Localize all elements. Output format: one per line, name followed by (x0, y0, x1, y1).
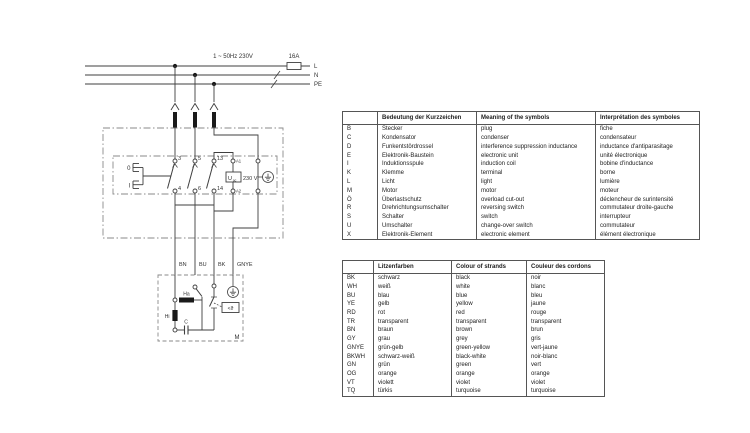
color-fr-cell: noir-blanc (526, 352, 604, 361)
color-code-cell: WH (347, 284, 357, 291)
motor-label: M (234, 335, 240, 341)
wire-color-table (342, 260, 605, 397)
pole-feeds (175, 128, 258, 160)
socket-chevron-icon (191, 104, 199, 111)
color-de-cell: braun (373, 326, 451, 335)
color-code-cell: TQ (347, 388, 356, 395)
symbol-de-cell: Kondensator (377, 134, 476, 143)
color-fr-cell: turquoise (526, 387, 604, 396)
color-fr-cell: transparent (526, 317, 604, 326)
symbol-en-cell: electronic element (476, 230, 595, 239)
color-de-cell: gelb (373, 300, 451, 309)
symbol-en-cell: light (476, 178, 595, 187)
color-fr-cell: violet (526, 378, 604, 387)
symbol-fr-cell: fiche (595, 125, 699, 134)
symbol-de-cell: Überlastschutz (377, 195, 476, 204)
socket-chevron-icon (171, 104, 179, 111)
color-de-cell: orange (373, 370, 451, 379)
color-fr-cell: blanc (526, 283, 604, 292)
table-header-cell: Litzenfarben (373, 261, 451, 274)
switch-blade (188, 164, 195, 189)
color-fr-cell: noir (526, 274, 604, 283)
off-button-label: 0 (127, 166, 131, 172)
symbol-legend-table (342, 111, 700, 240)
color-en-cell: green-yellow (451, 344, 526, 353)
color-fr-cell: vert-jaune (526, 344, 604, 353)
symbol-en-cell: overload cut-out (476, 195, 595, 204)
color-code-cell: BN (347, 327, 356, 334)
terminal (212, 284, 216, 288)
symbol-letter-cell: B (347, 126, 352, 133)
thermal-contact-blade (210, 297, 215, 307)
manual-actuators (133, 164, 171, 189)
symbol-letter-cell: U (347, 222, 352, 229)
symbol-de-cell: Drehrichtungsumschalter (377, 204, 476, 213)
symbol-fr-cell: bobine d'inductance (595, 160, 699, 169)
fuse-label: 16A (288, 54, 300, 60)
symbol-letter-cell: I (347, 161, 349, 168)
symbol-en-cell: motor (476, 186, 595, 195)
color-en-cell: violet (451, 378, 526, 387)
capacitor-label: C (184, 319, 188, 326)
color-code-cell: TR (347, 318, 355, 325)
color-fr-cell: vert (526, 361, 604, 370)
symbol-fr-cell: borne (595, 169, 699, 178)
table-header-cell: Meaning of the symbols (476, 112, 595, 125)
table-header-cell: Couleur des cordons (526, 261, 604, 274)
earth-symbol-motor (228, 275, 239, 298)
table-header-cell: Colour of strands (451, 261, 526, 274)
color-code-cell: GN (347, 362, 356, 369)
color-en-cell: transparent (451, 317, 526, 326)
color-code-cell: GNYE (347, 344, 365, 351)
color-code-cell: BKWH (347, 353, 365, 360)
socket-chevron-icon (210, 104, 218, 111)
motor-internals (172, 275, 239, 335)
table-header-cell: Bedeutung der Kurzzeichen (377, 112, 476, 125)
thermal-cutout-label: <ϑ (227, 306, 234, 312)
symbol-letter-cell: R (347, 205, 352, 212)
color-code-cell: GY (347, 336, 356, 343)
color-fr-cell: jaune (526, 300, 604, 309)
supply-label: 1 ~ 50Hz 230V (213, 54, 253, 60)
symbol-letter-cell: X (347, 231, 352, 238)
plug-pin-icon (212, 112, 216, 128)
table-header-cell (343, 261, 373, 274)
contact-label-14: 14 (217, 186, 224, 192)
color-code-cell: BK (347, 275, 356, 282)
centrifugal-switch-blade (196, 289, 202, 297)
symbol-fr-cell: interrupteur (595, 213, 699, 222)
aux-winding-label: Ha (183, 291, 190, 298)
contact-label-3: 3 (178, 156, 182, 162)
symbol-en-cell: induction coil (476, 160, 595, 169)
color-code-cell: OG (347, 370, 357, 377)
symbol-fr-cell: moteur (595, 186, 699, 195)
color-en-cell: green (451, 361, 526, 370)
line-label-l: L (314, 64, 318, 71)
coil-voltage: 230 V (243, 176, 258, 182)
color-de-cell: grün-gelb (373, 344, 451, 353)
symbol-letter-cell: Ö (347, 196, 352, 203)
wire-label-gnye: GNYE (237, 262, 253, 268)
pole-contacts (168, 159, 217, 193)
terminal (173, 298, 177, 302)
color-en-cell: orange (451, 370, 526, 379)
plug-pin-icon (173, 112, 177, 128)
color-en-cell: grey (451, 335, 526, 344)
symbol-en-cell: condenser (476, 134, 595, 143)
supply-bus (85, 64, 310, 88)
coil-terminal-a1: A1 (236, 158, 242, 164)
color-en-cell: black (451, 274, 526, 283)
color-de-cell: türkis (373, 387, 451, 396)
coil-terminal-a2: A2 (236, 188, 242, 194)
symbol-letter-cell: S (347, 214, 352, 221)
symbol-fr-cell: déclencheur de surintensité (595, 195, 699, 204)
color-code-cell: VT (347, 379, 355, 386)
color-de-cell: schwarz-weiß (373, 352, 451, 361)
symbol-fr-cell: commutateur (595, 221, 699, 230)
color-code-cell: BU (347, 292, 356, 299)
terminal (256, 159, 260, 163)
color-fr-cell: orange (526, 370, 604, 379)
contact-label-13: 13 (217, 156, 224, 162)
aux-winding (179, 298, 194, 303)
plug-pin-icon (193, 112, 197, 128)
wire-label-bk: BK (218, 262, 226, 268)
terminal (193, 285, 197, 289)
symbol-en-cell: terminal (476, 169, 595, 178)
line-label-n: N (314, 73, 319, 80)
color-en-cell: brown (451, 326, 526, 335)
color-de-cell: violett (373, 378, 451, 387)
earth-symbol-control (258, 172, 274, 183)
terminal (256, 189, 260, 193)
symbol-en-cell: reversing switch (476, 204, 595, 213)
symbol-letter-cell: L (347, 178, 351, 185)
symbol-en-cell: switch (476, 213, 595, 222)
symbol-de-cell: Klemme (377, 169, 476, 178)
color-code-cell: RD (347, 310, 356, 317)
symbol-letter-cell: E (347, 152, 352, 159)
color-de-cell: grau (373, 335, 451, 344)
symbol-de-cell: Stecker (377, 125, 476, 134)
color-de-cell: grün (373, 361, 451, 370)
symbol-letter-cell: C (347, 135, 352, 142)
symbol-en-cell: change-over switch (476, 221, 595, 230)
symbol-en-cell: plug (476, 125, 595, 134)
on-button (133, 181, 143, 189)
contact-label-6: 6 (198, 186, 202, 192)
symbol-letter-cell: D (347, 143, 352, 150)
symbol-en-cell: interference suppression inductance (476, 143, 595, 152)
symbol-de-cell: Elektronik-Baustein (377, 151, 476, 160)
color-en-cell: blue (451, 291, 526, 300)
on-button-label: I (128, 183, 131, 190)
table-header-cell: Interprétation des symboles (595, 112, 699, 125)
coil-symbol: U (228, 176, 232, 182)
contact-label-4: 4 (178, 186, 182, 192)
symbol-letter-cell: K (347, 170, 352, 177)
color-en-cell: white (451, 283, 526, 292)
terminal (173, 328, 177, 332)
color-fr-cell: bleu (526, 291, 604, 300)
color-de-cell: transparent (373, 317, 451, 326)
color-de-cell: schwarz (373, 274, 451, 283)
color-de-cell: weiß (373, 283, 451, 292)
symbol-en-cell: electronic unit (476, 151, 595, 160)
table-header-cell (343, 112, 377, 125)
symbol-de-cell: Licht (377, 178, 476, 187)
wire-label-bu: BU (199, 262, 207, 268)
color-en-cell: turquoise (451, 387, 526, 396)
symbol-letter-cell: M (347, 187, 352, 194)
color-fr-cell: brun (526, 326, 604, 335)
symbol-de-cell: Funkentstördrossel (377, 143, 476, 152)
switch-blade (207, 164, 214, 189)
fuse (287, 63, 301, 70)
symbol-fr-cell: commutateur droite-gauche (595, 204, 699, 213)
color-de-cell: blau (373, 291, 451, 300)
symbol-de-cell: Elektronik-Element (377, 230, 476, 239)
symbol-fr-cell: lumière (595, 178, 699, 187)
symbol-fr-cell: condensateur (595, 134, 699, 143)
color-en-cell: yellow (451, 300, 526, 309)
coil-subscript: ac (232, 178, 237, 183)
color-code-cell: YE (347, 301, 356, 308)
symbol-de-cell: Umschalter (377, 221, 476, 230)
color-fr-cell: gris (526, 335, 604, 344)
line-label-pe: PE (314, 82, 323, 89)
color-de-cell: rot (373, 309, 451, 318)
color-fr-cell: rouge (526, 309, 604, 318)
main-winding (172, 310, 177, 321)
off-button (133, 164, 143, 172)
symbol-de-cell: Motor (377, 186, 476, 195)
symbol-de-cell: Induktionsspule (377, 160, 476, 169)
symbol-fr-cell: inductance d'antiparasitage (595, 143, 699, 152)
symbol-fr-cell: élément électronique (595, 230, 699, 239)
contact-label-5: 5 (198, 156, 202, 162)
main-winding-label: Hi (164, 314, 170, 320)
color-en-cell: black-white (451, 352, 526, 361)
color-en-cell: red (451, 309, 526, 318)
symbol-de-cell: Schalter (377, 213, 476, 222)
wire-label-bn: BN (179, 262, 187, 268)
symbol-fr-cell: unité électronique (595, 151, 699, 160)
